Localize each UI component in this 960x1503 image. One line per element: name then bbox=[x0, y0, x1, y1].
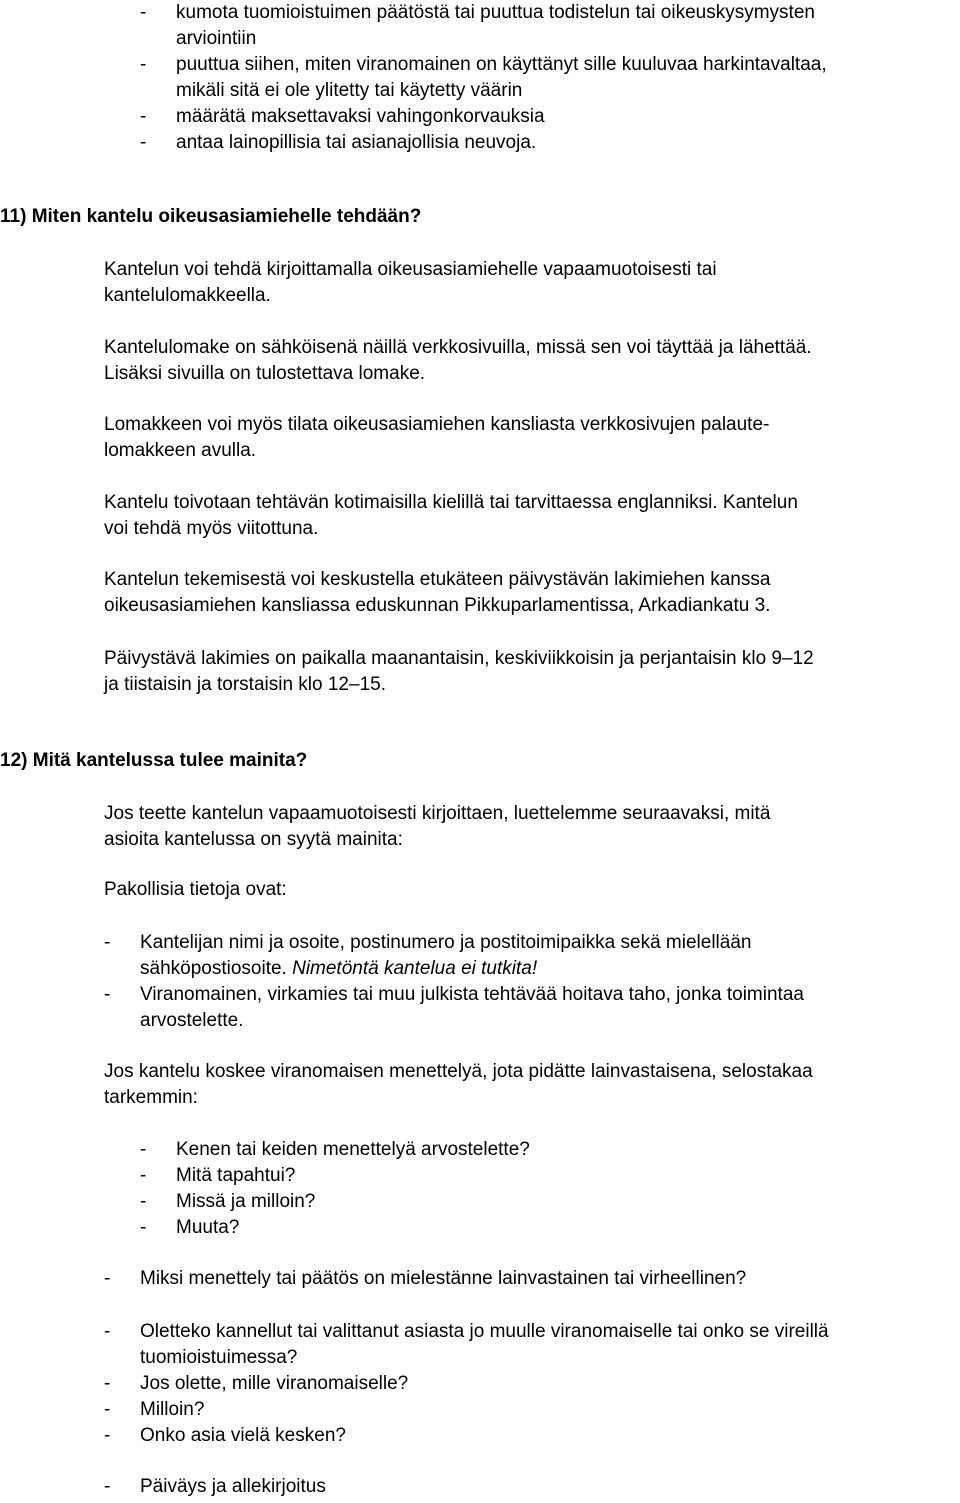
list-item: - antaa lainopillisia tai asianajollisia neuvoja. bbox=[140, 130, 955, 156]
prior-list bbox=[104, 1319, 959, 1449]
list-item: - puuttua siihen, miten viranomainen on käyttänyt sille kuuluvaa harkintavaltaa, mikäli sitä ei ole ylitetty tai käytetty väärin bbox=[140, 54, 827, 101]
detail-questions-list bbox=[140, 1137, 955, 1241]
list-dash: - bbox=[140, 1165, 147, 1186]
list-dash: - bbox=[140, 132, 147, 153]
list-item: - Jos olette, mille viranomaiselle? bbox=[104, 1371, 959, 1397]
list-dash: - bbox=[140, 54, 147, 75]
paragraph: Kantelun voi tehdä kirjoittamalla oikeusasiamiehelle vapaamuotoisesti tai kantelulomakkeella. bbox=[104, 259, 717, 306]
list-dash: - bbox=[140, 1217, 147, 1238]
paragraph: Jos kantelu koskee viranomaisen menettelyä, jota pidätte lainvastaisena, selostakaa tarkemmin: bbox=[104, 1061, 813, 1108]
paragraph: Kantelulomake on sähköisenä näillä verkkosivuilla, missä sen voi täyttää ja lähettää. Lisäksi sivuilla on tulostettava lomake. bbox=[104, 337, 812, 384]
list-dash: - bbox=[104, 1321, 111, 1342]
paragraph: Päivystävä lakimies on paikalla maanantaisin, keskiviikkoisin ja perjantaisin klo 9–12 ja tiistaisin ja torstaisin klo 12–15. bbox=[104, 648, 814, 695]
list-dash: - bbox=[104, 1373, 111, 1394]
list-dash: - bbox=[104, 1476, 111, 1497]
list-dash: - bbox=[140, 2, 147, 23]
list-item: - Mitä tapahtui? bbox=[140, 1163, 955, 1189]
list-item: - Milloin? bbox=[104, 1397, 959, 1423]
list-item: - kumota tuomioistuimen päätöstä tai puuttua todistelun tai oikeuskysymysten arviointiin bbox=[140, 2, 815, 49]
list-item: - Viranomainen, virkamies tai muu julkista tehtävää hoitava taho, jonka toimintaa arvostelette. bbox=[104, 984, 804, 1031]
why-item bbox=[104, 1266, 959, 1292]
paragraph: Kantelu toivotaan tehtävän kotimaisilla kielillä tai tarvittaessa englanniksi. Kantelun voi tehdä myös viitottuna. bbox=[104, 492, 798, 539]
list-dash: - bbox=[140, 1139, 147, 1160]
list-dash: - bbox=[104, 1425, 111, 1446]
mandatory-list bbox=[104, 930, 959, 1034]
list-dash: - bbox=[104, 1268, 111, 1289]
list-item: - Miksi menettely tai päätös on mielestänne lainvastainen tai virheellinen? bbox=[104, 1266, 959, 1292]
list-dash: - bbox=[140, 1191, 147, 1212]
signature-item bbox=[104, 1474, 959, 1500]
list-dash: - bbox=[104, 932, 111, 953]
list-item: - Kantelijan nimi ja osoite, postinumero ja postitoimipaikka sekä mielellään sähköpostiosoite. Nimetöntä kantelua ei tutkita! bbox=[104, 932, 752, 979]
mandatory-label: Pakollisia tietoja ovat: bbox=[104, 879, 287, 900]
list-dash: - bbox=[140, 106, 147, 127]
list-item: - Muuta? bbox=[140, 1215, 955, 1241]
list-dash: - bbox=[104, 1399, 111, 1420]
list-item: - Päiväys ja allekirjoitus bbox=[104, 1474, 959, 1500]
list-item: - Kenen tai keiden menettelyä arvostelette? bbox=[140, 1137, 955, 1163]
paragraph: Lomakkeen voi myös tilata oikeusasiamiehen kansliasta verkkosivujen palaute- lomakkeen avulla. bbox=[104, 414, 770, 461]
list-item: - Oletteko kannellut tai valittanut asiasta jo muulle viranomaiselle tai onko se vireillä tuomioistuimessa? bbox=[104, 1321, 829, 1368]
list-dash: - bbox=[104, 984, 111, 1005]
warning-text: Nimetöntä kantelua ei tutkita! bbox=[292, 958, 538, 979]
top-list bbox=[140, 0, 955, 156]
section-heading: 12) Mitä kantelussa tulee mainita? bbox=[0, 750, 308, 771]
list-item: - Missä ja milloin? bbox=[140, 1189, 955, 1215]
list-item: - määrätä maksettavaksi vahingonkorvauksia bbox=[140, 104, 955, 130]
paragraph: Kantelun tekemisestä voi keskustella etukäteen päivystävän lakimiehen kanssa oikeusasiamiehen kansliassa eduskunnan Pikkuparlamentissa, Arkadiankatu 3. bbox=[104, 569, 771, 616]
list-item: - Onko asia vielä kesken? bbox=[104, 1423, 959, 1449]
paragraph: Jos teette kantelun vapaamuotoisesti kirjoittaen, luettelemme seuraavaksi, mitä asioita kantelussa on syytä mainita: bbox=[104, 803, 771, 850]
section-heading: 11) Miten kantelu oikeusasiamiehelle tehdään? bbox=[0, 206, 422, 227]
